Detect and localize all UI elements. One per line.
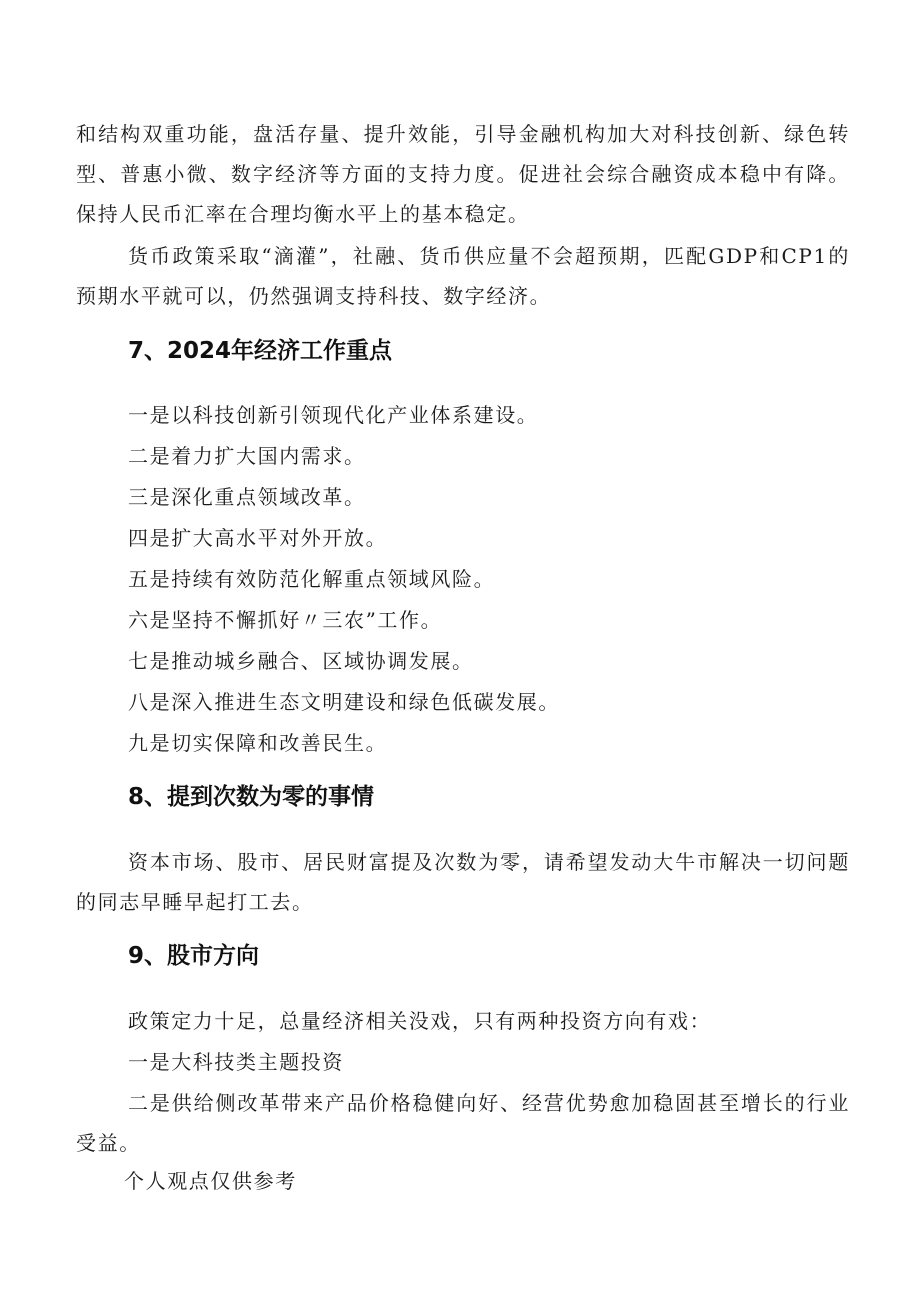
list-item: 九是切实保障和改善民生。 — [128, 731, 388, 755]
list-item: 一是以科技创新引领现代化产业体系建设。 — [128, 403, 539, 427]
list-item: 二是着力扩大国内需求。 — [128, 444, 366, 468]
list-item: 三是深化重点领域改革。 — [128, 485, 366, 509]
list-item: 八是深入推进生态文明建设和绿色低碳发展。 — [128, 690, 560, 714]
section-8-heading: 8、提到次数为零的事情 — [128, 784, 375, 810]
section-8-body: 资本市场、股市、居民财富提及次数为零，请希望发动大牛市解决一切问题的同志早睡早起打工去。 — [76, 850, 850, 914]
list-item: 一是大科技类主题投资 — [128, 1050, 344, 1074]
section-7-heading: 7、2024年经济工作重点 — [128, 338, 393, 364]
section-9-heading: 9、股市方向 — [128, 943, 260, 969]
list-item: 六是坚持不懈抓好〃三农”工作。 — [128, 608, 443, 632]
list-item: 七是推动城乡融合、区域协调发展。 — [128, 649, 474, 673]
list-item: 五是持续有效防范化解重点领域风险。 — [128, 567, 496, 591]
paragraph-continuation: 和结构双重功能，盘活存量、提升效能，引导金融机构加大对科技创新、绿色转型、普惠小微、数字经济等方面的支持力度。促进社会综合融资成本稳中有降。保持人民币汇率在合理均衡水平上的基本稳定。 — [76, 122, 850, 226]
closing-remark: 个人观点仅供参考 — [124, 1169, 297, 1193]
list-item: 四是扩大高水平对外开放。 — [128, 526, 388, 550]
section-9-intro: 政策定力十足，总量经济相关没戏，只有两种投资方向有戏： — [128, 1009, 712, 1033]
paragraph-monetary-policy: 货币政策采取“滴灌”，社融、货币供应量不会超预期，匹配GDP和CP1的预期水平就可以，仍然强调支持科技、数字经济。 — [76, 244, 850, 308]
list-item: 二是供给侧改革带来产品价格稳健向好、经营优势愈加稳固甚至增长的行业受益。 — [76, 1091, 850, 1155]
